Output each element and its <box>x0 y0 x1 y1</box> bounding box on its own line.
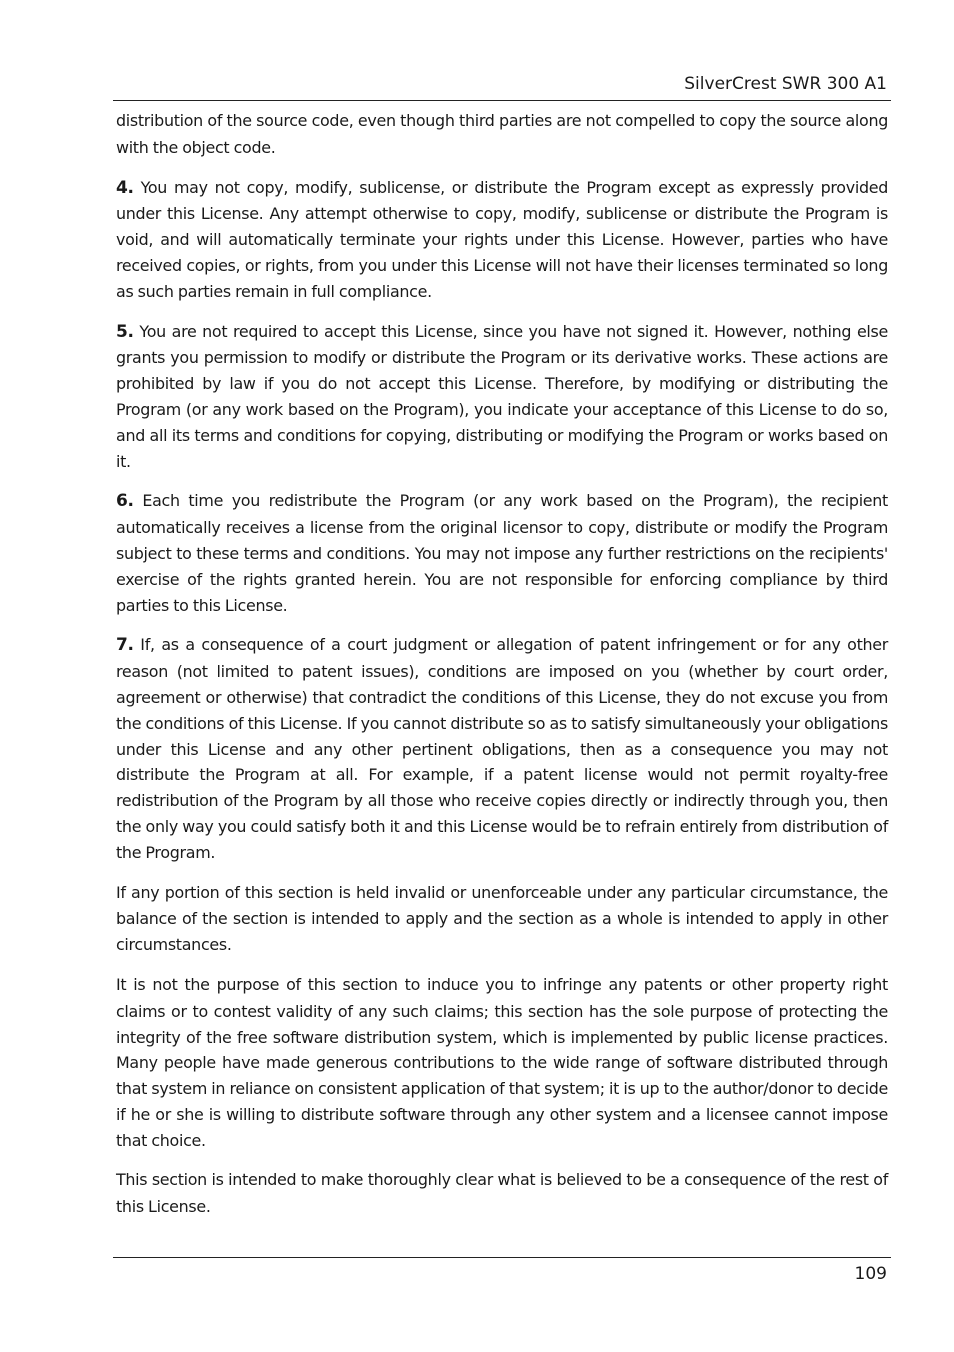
section-number: 7. <box>116 635 134 656</box>
paragraph-text: This section is intended to make thoroughly clear what is believed to be a consequence of the rest of this License. <box>116 1170 888 1217</box>
page-body <box>116 108 888 1234</box>
paragraph <box>116 632 888 865</box>
paragraph-text: If any portion of this section is held invalid or unenforceable under any particular circumstance, the balance of the section is intended to apply and the section as a whole is intended to apply in other circumstances. <box>116 882 888 955</box>
paragraph-text: If, as a consequence of a court judgment or allegation of patent infringement or for any other reason (not limited to patent issues), conditions are imposed on you (whether by court order, agreement or otherwise) that contradict the conditions of this License, they do not excuse you from the conditions of this License. If you cannot distribute so as to satisfy simultaneously your obligations under this License and any other pertinent obligations, then as a consequence you may not distribute the Program at all. For example, if a patent license would not permit royalty-free redistribution of the Program by all those who receive copies directly or indirectly through you, then the only way you could satisfy both it and this License would be to refrain entirely from distribution of the Program. <box>116 635 888 862</box>
section-number: 6. <box>116 491 134 512</box>
paragraph <box>116 175 888 305</box>
paragraph <box>116 488 888 618</box>
page-header <box>113 72 891 101</box>
page-number: 109 <box>854 1264 887 1284</box>
page-footer <box>113 1257 891 1284</box>
paragraph <box>116 319 888 475</box>
paragraph <box>116 880 888 958</box>
paragraph-text: You may not copy, modify, sublicense, or distribute the Program except as expressly provided under this License. Any attempt otherwise to copy, modify, sublicense or distribute the Program is void, and will automatically terminate your rights under this License. However, parties who have received copies, or rights, from you under this License will not have their licenses terminated so long as such parties remain in full compliance. <box>116 177 888 301</box>
paragraph-text: It is not the purpose of this section to induce you to infringe any patents or other property right claims or to contest validity of any such claims; this section has the sole purpose of protecting the integrity of the free software distribution system, which is implemented by public license practices. Many people have made generous contributions to the wide range of software distributed through that system in reliance on consistent application of that system; it is up to the author/donor to decide if he or she is willing to distribute software through any other system and a licensee cannot impose that choice. <box>116 974 888 1150</box>
paragraph <box>116 108 888 161</box>
section-number: 4. <box>116 177 134 198</box>
header-title: SilverCrest SWR 300 A1 <box>684 74 887 94</box>
paragraph <box>116 972 888 1154</box>
section-number: 5. <box>116 321 134 342</box>
paragraph <box>116 1167 888 1220</box>
paragraph-text: You are not required to accept this License, since you have not signed it. However, nothing else grants you permission to modify or distribute the Program or its derivative works. These actions are prohibited by law if you do not accept this License. Therefore, by modifying or distributing the Program (or any work based on the Program), you indicate your acceptance of this License to do so, and all its terms and conditions for copying, distributing or modifying the Program or works based on it. <box>116 321 888 471</box>
paragraph-text: distribution of the source code, even though third parties are not compelled to copy the source along with the object code. <box>116 111 888 157</box>
paragraph-text: Each time you redistribute the Program (or any work based on the Program), the recipient automatically receives a license from the original licensor to copy, distribute or modify the Program subject to these terms and conditions. You may not impose any further restrictions on the recipients' exercise of the rights granted herein. You are not responsible for enforcing compliance by third parties to this License. <box>116 491 888 615</box>
